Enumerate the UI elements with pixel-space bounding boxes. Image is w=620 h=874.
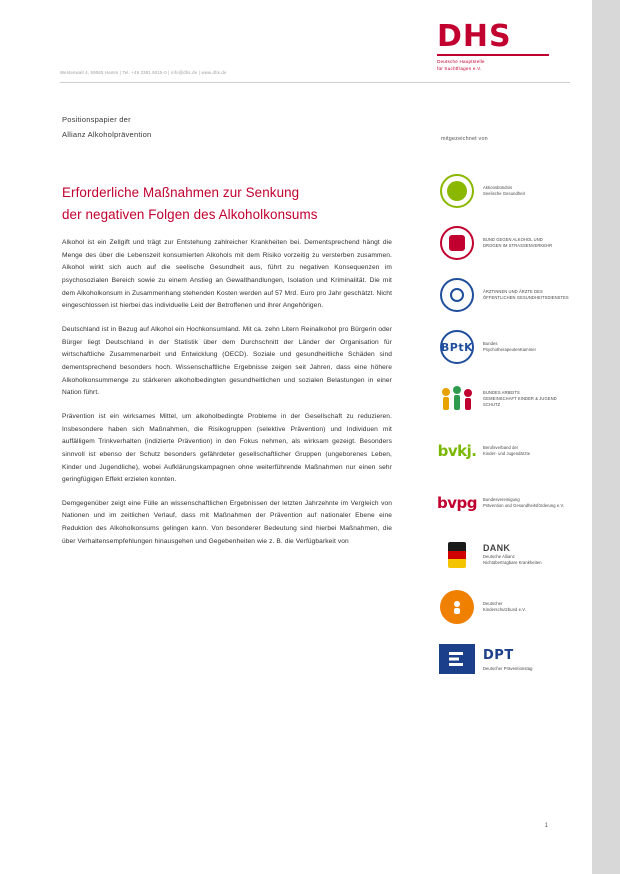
red-seal-icon: [437, 223, 477, 263]
list-item: [437, 428, 575, 474]
supporter-label: BUNDES ARBEITS GEMEINSCHAFT KINDER & JUGEND SCHUTZ: [483, 389, 557, 408]
bptk-logo-icon: [437, 327, 477, 367]
kicker-line-1: Positionspapier der: [62, 115, 131, 124]
supporter-label: DPT Deutscher Präventionstag: [483, 648, 533, 671]
orange-circle-icon: [437, 587, 477, 627]
supporters-list: [437, 168, 575, 688]
page-number: 1: [544, 823, 548, 829]
address-line: Westenwall 4, 59065 Hamm | Tel. +49 2381 9015-0 | info@dhs.de | www.dhs.de: [60, 70, 227, 75]
list-item: [437, 636, 575, 682]
german-flag-icon: [437, 535, 477, 575]
bvkj-logo-icon: [437, 431, 477, 471]
supporter-label: ÄRZTINNEN UND ÄRZTE DES ÖFFENTLICHEN GESUNDHEITSDIENSTES: [483, 288, 569, 300]
supporter-label: Deutscher Kinderschutzbund e.V.: [483, 600, 526, 612]
supporter-label: Bundesvereinigung Prävention und Gesundheitsförderung e.V.: [483, 496, 565, 508]
supporter-label: Bundes PsychotherapeutenKammer: [483, 340, 537, 352]
green-ring-icon: [437, 171, 477, 211]
supporter-label: Berufsverband der Kinder- und Jugendärzte: [483, 444, 531, 456]
list-item: [437, 220, 575, 266]
dpt-wordmark: DPT: [483, 648, 514, 664]
bptk-wordmark: BPtK: [440, 340, 474, 354]
page-title: [62, 182, 402, 226]
list-item: [437, 376, 575, 422]
paragraph: Deutschland ist in Bezug auf Alkohol ein Hochkonsumland. Mit ca. zehn Litern Reinalkohol pro Bürgerin oder Bürger liegt Deutschland in der Statistik über dem Durchschnitt der Länder der Organisation für wirtschaftliche Zusammenarbeit und Entwicklung (OECD). Soziale und gesundheitliche Schäden sind dementsprechend besonders hoch. Wissenschaftliche Ergebnisse zeigen seit Jahren, dass eine höhere Alkoholkonsummenge zu stärkeren alkoholbedingten gesundheitlichen und sozialen Belastungen in einer Nation führt.: [62, 325, 392, 397]
title-line-2: der negativen Folgen des Alkoholkonsums: [62, 207, 318, 223]
dhs-subtitle-line2: für Suchtfragen e.V.: [437, 65, 482, 71]
bvpg-wordmark: bvpg: [437, 494, 477, 512]
header-divider: [60, 82, 570, 83]
paragraph: Demgegenüber zeigt eine Fülle an wissenschaftlichen Ergebnissen der letzten Jahrzehnte im Vergleich von Nationen und im zeitlichen Verlauf, dass mit Maßnahmen der Prävention auf nationaler Ebene eine Reduktion des Alkoholkonsums gelingen kann. Von besonderer Bedeutung sind hierbei Maßnahmen, die über Verhaltensempfehlungen hinausgehen und Gegebenheiten wie z. B. die Verfügbarkeit von: [62, 499, 392, 545]
supporters-heading: mitgezeichnet von: [441, 136, 488, 142]
list-item: [437, 532, 575, 578]
document-kicker: [62, 112, 392, 142]
paragraph: Alkohol ist ein Zellgift und trägt zur Entstehung zahlreicher Krankheiten bei. Dementsprechend hängt die Menge des über die Lebenszeit konsumierten Alkohols mit dem Risiko vorzeitig zu versterben zusammen. Alkohol wirkt sich auch auf die seelische Gesundheit aus, führt zu negativen Konsequenzen im psychosozialen Bereich sowie zu einem Anstieg an Gewalthandlungen, Isolation und Kriminalität. Die mit dem Alkoholkonsum in Zusammenhang stehenden Kosten werden auf 57 Mrd. Euro pro Jahr geschätzt. Nicht eingeschlossen ist hierbei das individuelle Leid der Betroffenen und ihrer Angehörigen.: [62, 239, 392, 310]
supporter-label: BUND GEGEN ALKOHOL UND DROGEN IM STRASSENVERKEHR: [483, 236, 553, 248]
kicker-line-2: Allianz Alkoholprävention: [62, 130, 152, 140]
body-text-column: [62, 237, 392, 559]
supporter-label: DANK Deutsche Allianz Nichtübertragbare Krankheiten: [483, 542, 542, 565]
list-item: [437, 324, 575, 370]
bvkj-wordmark: bvkj.: [437, 442, 477, 460]
dhs-wordmark: DHS: [437, 19, 512, 54]
bvpg-logo-icon: [437, 483, 477, 523]
blue-seal-icon: [437, 275, 477, 315]
dhs-subtitle-line1: Deutsche Hauptstelle: [437, 59, 485, 64]
list-item: [437, 480, 575, 526]
page-gutter: [592, 0, 620, 874]
children-figures-icon: [437, 379, 477, 419]
list-item: [437, 272, 575, 318]
dpt-logo-icon: [437, 639, 477, 679]
title-line-1: Erforderliche Maßnahmen zur Senkung: [62, 185, 300, 200]
list-item: [437, 584, 575, 630]
dhs-logo: [437, 19, 552, 72]
list-item: [437, 168, 575, 214]
logo-rule: [437, 54, 549, 56]
supporter-label: Aktionsbündnis Seelische Gesundheit: [483, 184, 525, 196]
paragraph: Prävention ist ein wirksames Mittel, um alkoholbedingte Probleme in der Gesellschaft zu reduzieren. Insbesondere haben sich Maßnahmen, die Risikogruppen (selektive Prävention) und Individuen mit auffälligem Trinkverhalten (indizierte Prävention) in den Fokus nehmen, als wirksam gezeigt. Besonders sinnvoll ist ebenso der Schutz besonders gefährdeter gesellschaftlicher Gruppen (ungeborenes Leben, Kinder und Jugendliche), wobei Aufklärungskampagnen ohne weiterführende Maßnahmen nur einen sehr geringfügigen Effekt erzielen konnten.: [62, 412, 392, 484]
dank-wordmark: DANK: [483, 542, 511, 553]
